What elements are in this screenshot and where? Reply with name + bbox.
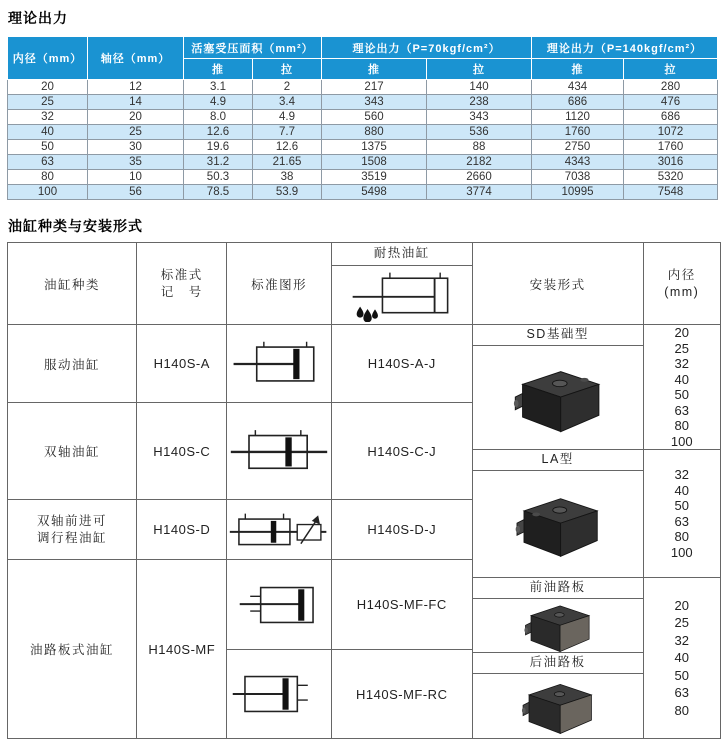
output-cell: 5320 — [624, 170, 718, 185]
output-cell: 140 — [427, 80, 532, 95]
bore-size-list — [644, 325, 720, 449]
mount-photo-area — [473, 346, 643, 449]
bore-size: 100 — [670, 433, 693, 449]
heat-cylinder-symbol-icon — [339, 268, 465, 322]
cylinder-diagram-single-rod-icon — [230, 339, 328, 389]
cylinder-diagram-front-plate-icon — [231, 578, 327, 632]
bore-group — [644, 450, 720, 578]
heat-code: H140S-D-J — [332, 500, 472, 560]
type-name-line1: 双轴前进可 — [37, 513, 108, 528]
output-cell: 476 — [624, 95, 718, 110]
oil-drop-icon — [372, 309, 378, 318]
type-name: 油路板式油缸 — [30, 643, 115, 657]
diagram-cell — [227, 560, 330, 650]
type-name-line2: 调行程油缸 — [37, 530, 108, 545]
output-row — [8, 80, 718, 95]
mount-label-front-plate: 前油路板 — [473, 578, 643, 599]
output-cell: 7548 — [624, 185, 718, 200]
bore-size: 40 — [674, 371, 689, 387]
output-cell: 20 — [8, 80, 88, 95]
bore-size: 50 — [674, 387, 689, 402]
bore-size-list — [644, 450, 720, 577]
output-cell: 19.6 — [184, 140, 253, 155]
bore-size: 40 — [674, 482, 689, 498]
heat-code: H140S-MF-FC — [332, 560, 472, 650]
mount-photo-area — [473, 471, 643, 577]
output-cell: 12 — [88, 80, 184, 95]
cylinder-diagram-rear-plate-icon — [231, 667, 327, 721]
mount-section-front-plate — [473, 578, 643, 653]
output-cell: 686 — [624, 110, 718, 125]
bore-size: 50 — [674, 498, 689, 513]
bore-size: 32 — [674, 467, 689, 482]
column-header-p70: 理论出力（P=70kgf/cm²） — [322, 37, 532, 59]
heat-code: H140S-C-J — [332, 403, 472, 500]
output-cell: 32 — [8, 110, 88, 125]
output-row — [8, 110, 718, 125]
diagram-cell — [227, 650, 330, 738]
cylinder-types-table — [7, 242, 721, 739]
column-bore — [644, 243, 720, 738]
oil-drop-icon — [356, 307, 363, 318]
bore-size-list — [644, 578, 720, 738]
diagram-cell — [227, 325, 330, 403]
mount-label-sd: SD基础型 — [473, 325, 643, 346]
diagram-cell — [227, 403, 330, 500]
bore-size: 63 — [674, 513, 689, 529]
bore-group — [644, 325, 720, 450]
output-cell: 63 — [8, 155, 88, 170]
output-cell: 53.9 — [253, 185, 322, 200]
output-cell: 56 — [88, 185, 184, 200]
mount-label-rear-plate: 后油路板 — [473, 653, 643, 674]
bore-size: 32 — [674, 356, 689, 371]
bore-size: 63 — [674, 402, 689, 418]
output-cell: 2182 — [427, 155, 532, 170]
bore-size: 63 — [674, 685, 689, 701]
output-cell: 343 — [427, 110, 532, 125]
output-cell: 1508 — [322, 155, 427, 170]
section2-title: 油缸种类与安装形式 — [8, 218, 143, 234]
output-cell: 25 — [8, 95, 88, 110]
column-header-p140: 理论出力（P=140kgf/cm²） — [532, 37, 718, 59]
output-cell: 31.2 — [184, 155, 253, 170]
column-header-shaft: 轴径（mm） — [88, 37, 184, 80]
column-header-bore: 内径（mm） — [8, 37, 88, 80]
section1-title: 理论出力 — [8, 10, 68, 26]
output-cell: 5498 — [322, 185, 427, 200]
oil-drop-icon — [363, 309, 371, 322]
output-cell: 1072 — [624, 125, 718, 140]
output-cell: 25 — [88, 125, 184, 140]
column-mounting-form — [473, 243, 644, 738]
mount-photo-area — [473, 674, 643, 738]
output-cell: 8.0 — [184, 110, 253, 125]
mount-label-la: LA型 — [473, 450, 643, 471]
output-cell: 280 — [624, 80, 718, 95]
output-cell: 4.9 — [184, 95, 253, 110]
output-cell: 12.6 — [184, 125, 253, 140]
heat-code: H140S-MF-RC — [356, 686, 448, 702]
output-cell: 7038 — [532, 170, 624, 185]
mount-photo-sd — [508, 362, 608, 434]
column-header-area: 活塞受压面积（mm²） — [184, 37, 322, 59]
output-cell: 10995 — [532, 185, 624, 200]
output-cell: 78.5 — [184, 185, 253, 200]
column-standard-code — [137, 243, 227, 738]
heat-symbol-area — [332, 266, 472, 324]
subheader-pull: 拉 — [427, 59, 532, 80]
output-cell: 1760 — [532, 125, 624, 140]
output-cell: 238 — [427, 95, 532, 110]
output-cell: 40 — [8, 125, 88, 140]
output-cell: 50 — [8, 140, 88, 155]
subheader-push: 推 — [532, 59, 624, 80]
bore-size: 40 — [674, 650, 689, 666]
header-heat-resistant — [332, 243, 472, 325]
column-standard-diagram — [227, 243, 331, 738]
output-cell: 14 — [88, 95, 184, 110]
output-cell: 1760 — [624, 140, 718, 155]
output-cell: 536 — [427, 125, 532, 140]
output-cell: 20 — [88, 110, 184, 125]
output-cell: 12.6 — [253, 140, 322, 155]
cylinder-diagram-adjustable-stroke-icon — [228, 506, 330, 554]
output-cell: 50.3 — [184, 170, 253, 185]
header-bore-line1: 内径 — [667, 267, 696, 282]
mount-section-rear-plate — [473, 653, 643, 738]
output-cell: 1375 — [322, 140, 427, 155]
bore-size: 80 — [674, 529, 689, 544]
header-code-line2: 记 号 — [160, 284, 203, 299]
column-heat-resistant — [332, 243, 473, 738]
header-standard-code — [137, 243, 226, 325]
output-row — [8, 185, 718, 200]
type-name — [8, 500, 136, 560]
output-cell: 4343 — [532, 155, 624, 170]
header-cylinder-type: 油缸种类 — [8, 243, 136, 325]
output-cell: 100 — [8, 185, 88, 200]
cylinder-diagram-double-rod-icon — [229, 425, 329, 477]
output-cell: 38 — [253, 170, 322, 185]
output-cell: 3774 — [427, 185, 532, 200]
output-row — [8, 140, 718, 155]
standard-code: H140S-MF — [148, 641, 216, 657]
bore-size: 20 — [674, 325, 689, 340]
output-cell: 3016 — [624, 155, 718, 170]
output-cell: 1120 — [532, 110, 624, 125]
theoretical-output-table — [7, 36, 718, 200]
bore-size: 80 — [674, 702, 689, 718]
bore-size: 25 — [674, 340, 689, 356]
standard-code: H140S-D — [137, 500, 226, 560]
output-row — [8, 95, 718, 110]
column-cylinder-type — [8, 243, 137, 738]
output-cell: 21.65 — [253, 155, 322, 170]
header-bore — [644, 243, 720, 325]
subheader-push: 推 — [184, 59, 253, 80]
output-cell: 3.1 — [184, 80, 253, 95]
standard-code: H140S-C — [137, 403, 226, 500]
bore-size: 100 — [670, 544, 693, 560]
output-cell: 35 — [88, 155, 184, 170]
mount-photo-area — [473, 599, 643, 653]
bore-size: 20 — [674, 597, 689, 613]
header-mounting-form: 安装形式 — [473, 243, 643, 325]
mount-section-sd — [473, 325, 643, 450]
output-cell: 3.4 — [253, 95, 322, 110]
heat-code: H140S-A-J — [332, 325, 472, 403]
mount-photo-front-plate — [519, 599, 597, 653]
header-code-line1: 标准式 — [160, 267, 203, 282]
output-row — [8, 170, 718, 185]
output-cell: 686 — [532, 95, 624, 110]
mount-photo-la — [510, 489, 606, 559]
output-cell: 88 — [427, 140, 532, 155]
output-cell: 880 — [322, 125, 427, 140]
subheader-push: 推 — [322, 59, 427, 80]
subheader-pull: 拉 — [253, 59, 322, 80]
output-cell: 80 — [8, 170, 88, 185]
bore-size: 80 — [674, 418, 689, 433]
output-cell: 343 — [322, 95, 427, 110]
output-cell: 10 — [88, 170, 184, 185]
mount-section-la — [473, 450, 643, 578]
header-standard-diagram: 标准图形 — [227, 243, 330, 325]
type-name: 服动油缸 — [8, 325, 136, 403]
bore-size: 32 — [674, 632, 689, 648]
output-cell: 3519 — [322, 170, 427, 185]
output-cell: 560 — [322, 110, 427, 125]
type-name: 双轴油缸 — [8, 403, 136, 500]
bore-size: 25 — [674, 615, 689, 631]
output-cell: 4.9 — [253, 110, 322, 125]
mount-photo-rear-plate — [517, 677, 599, 735]
bore-size: 50 — [674, 667, 689, 683]
bore-group — [644, 578, 720, 738]
diagram-cell — [227, 500, 330, 560]
output-cell: 2 — [253, 80, 322, 95]
output-row — [8, 155, 718, 170]
header-bore-line2: (mm) — [664, 284, 700, 299]
standard-code: H140S-A — [137, 325, 226, 403]
subheader-pull: 拉 — [624, 59, 718, 80]
output-row — [8, 125, 718, 140]
output-cell: 2750 — [532, 140, 624, 155]
heat-resistant-label: 耐热油缸 — [332, 243, 472, 266]
output-cell: 30 — [88, 140, 184, 155]
output-cell: 7.7 — [253, 125, 322, 140]
output-cell: 2660 — [427, 170, 532, 185]
output-cell: 434 — [532, 80, 624, 95]
output-cell: 217 — [322, 80, 427, 95]
